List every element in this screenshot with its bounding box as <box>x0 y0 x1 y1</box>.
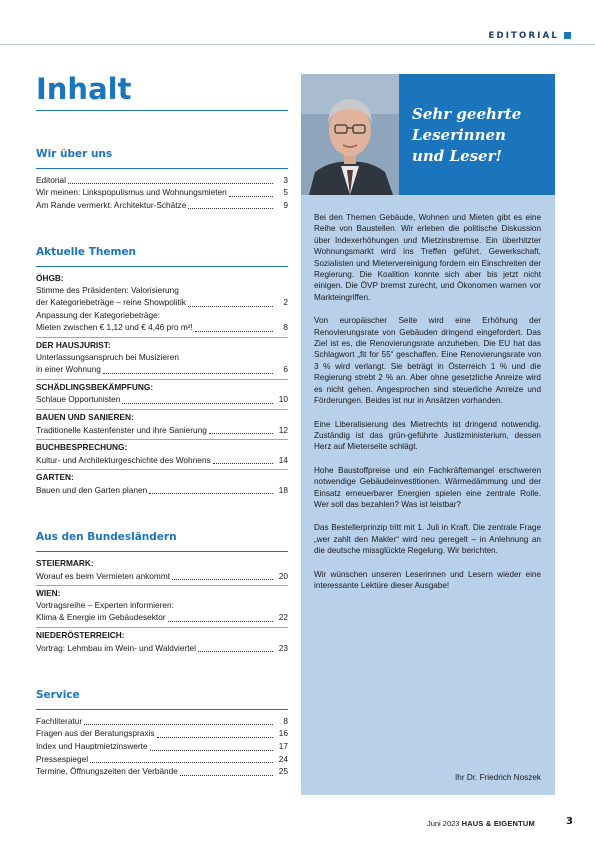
dot-leader <box>90 762 273 763</box>
toc-entry[interactable] <box>36 310 288 334</box>
category-label: BAUEN UND SANIEREN: <box>36 411 134 422</box>
toc-page: 3 <box>283 174 288 185</box>
toc-entry-title: Schlaue Opportunisten <box>36 394 121 405</box>
category-label: SCHÄDLINGSBEKÄMPFUNG: <box>36 381 154 392</box>
toc-entry[interactable] <box>36 766 288 778</box>
divider <box>36 627 288 628</box>
toc-entry[interactable] <box>36 285 288 309</box>
toc-entry-title-line: Klima & Energie im Gebäudesektor <box>36 612 166 623</box>
toc-entry[interactable] <box>36 754 288 766</box>
dot-leader <box>84 724 273 725</box>
toc-page: 17 <box>278 741 288 751</box>
toc-entry-title-line: Vortragsreihe – Experten informieren: <box>36 599 174 610</box>
editorial-text <box>314 212 541 603</box>
toc-entry-title-line: in einer Wohnung <box>36 364 101 375</box>
toc-page: 8 <box>283 715 288 726</box>
toc-page: 8 <box>283 322 288 333</box>
toc-entry[interactable] <box>36 352 288 376</box>
section-title-bundeslaender: Aus den Bundesländern <box>36 532 288 552</box>
category-label: NIEDERÖSTERREICH: <box>36 630 125 641</box>
section-title-service: Service <box>36 690 288 710</box>
divider <box>36 439 288 440</box>
toc-page: 12 <box>278 424 288 435</box>
dot-leader <box>68 183 273 184</box>
dot-leader <box>168 621 273 622</box>
dot-leader <box>122 403 273 404</box>
dot-leader <box>157 737 273 738</box>
category-label: BUCHBESPRECHUNG: <box>36 442 128 453</box>
greeting-line: Leserinnen <box>412 126 506 144</box>
signature: Ihr Dr. Friedrich Noszek <box>455 773 541 782</box>
toc-entry[interactable] <box>36 600 288 624</box>
toc-page: 24 <box>278 753 288 764</box>
toc-entry-title-line: der Kategoriebeträge – reine Showpolitik <box>36 297 186 308</box>
divider <box>36 409 288 410</box>
toc-entry-title-line: Mieten zwischen € 1,12 und € 4,46 pro m²! <box>36 322 193 333</box>
editorial-paragraph: Hohe Baustoffpreise und ein Fachkräftemangel erschweren notwendige Gebäudeinvestitionen. Wärmedämmung und der Einsatz erneuerbarer Energien spielen eine zentrale Rolle. Wer soll das bezahlen? Was ist leistbar? <box>314 465 541 509</box>
editorial-paragraph: Wir wünschen unseren Leserinnen und Lesern wieder eine interessante Lektüre dieser Ausgabe! <box>314 569 541 590</box>
toc-entry-title: Kultur- und Architekturgeschichte des Wohnens <box>36 454 211 465</box>
page-title: Inhalt <box>36 72 132 106</box>
toc-entry-title: Traditionelle Kastenfenster und ihre Sanierung <box>36 424 207 435</box>
toc-entry[interactable] <box>36 716 288 728</box>
dot-leader <box>149 493 273 494</box>
toc-entry[interactable] <box>36 485 288 497</box>
toc-entry-title: Wir meinen: Linkspopulismus und Wohnungsmieten <box>36 187 227 198</box>
dot-leader <box>172 579 273 580</box>
toc-entry[interactable] <box>36 425 288 437</box>
issue-date: Juni 2023 <box>426 819 460 828</box>
divider <box>36 337 288 338</box>
section-label: EDITORIAL <box>488 31 559 41</box>
toc-entry[interactable] <box>36 455 288 467</box>
page-number: 3 <box>566 816 573 827</box>
toc-page: 23 <box>278 642 288 653</box>
toc-entry-title: Worauf es beim Vermieten ankommt <box>36 570 171 581</box>
category-label: ÖHGB: <box>36 272 64 283</box>
divider <box>36 585 288 586</box>
toc-page: 6 <box>283 364 288 375</box>
divider <box>36 469 288 470</box>
toc-entry-title-line: Stimme des Präsidenten: Valorisierung <box>36 284 179 295</box>
toc-entry-title: Fragen aus der Beratungspraxis <box>36 728 155 739</box>
footer-info <box>427 819 535 828</box>
toc-entry-title: Termine, Öffnungszeiten der Verbände <box>36 766 178 777</box>
editorial-paragraph: Bei den Themen Gebäude, Wohnen und Mieten gibt es eine Reihe von Baustellen. Wir erleben die politische Diskussion über Indexerhöhungen und Mietzinsbremse. Ein überhitzter Wohnungsmarkt wird ins Treffen geführt. Gewerkschaft, Sozialisten und Mietervereinigung fordern ein Einschreiten der Regierung. Die Koalition konnte sich aber bis jetzt nicht einigen. Die ÖVP bremst zurecht, und Ökonomen warnen vor Markteingriffen. <box>314 213 541 302</box>
toc-entry-title-line: Unterlassungsanspruch bei Musizieren <box>36 351 179 362</box>
portrait-illustration <box>301 74 399 195</box>
toc-entry-title: Am Rande vermerkt: Architektur-Schätze <box>36 199 187 210</box>
dot-leader <box>198 651 273 652</box>
table-of-contents <box>36 112 288 779</box>
category-label: STEIERMARK: <box>36 558 94 569</box>
dot-leader <box>150 750 273 751</box>
toc-entry-title: Fachliteratur <box>36 715 83 726</box>
editorial-paragraph: Eine Liberalisierung des Mietrechts ist dringend notwendig. Zuständig ist das grün-geführte Justizministerium, dessen Herz auf Mieterseite schlägt. <box>314 419 541 452</box>
toc-entry-title: Editorial <box>36 174 66 185</box>
category-label: DER HAUSJURIST: <box>36 339 111 350</box>
toc-page: 10 <box>278 394 288 405</box>
toc-entry[interactable] <box>36 741 288 753</box>
greeting-line: und Leser! <box>412 147 503 165</box>
toc-page: 18 <box>278 484 288 495</box>
dot-leader <box>188 306 273 307</box>
toc-page: 22 <box>278 612 288 623</box>
divider <box>36 379 288 380</box>
greeting-heading <box>412 104 521 167</box>
editorial-paragraph: Das Bestellerprinzip tritt mit 1. Juli in Kraft. Die zentrale Frage „wer zahlt den Makler“ wird neu geregelt – in Anlehnung an die deutsche missglückte Regelung. Wir berichten. <box>314 523 541 556</box>
toc-entry[interactable] <box>36 394 288 406</box>
category-label: WIEN: <box>36 588 61 599</box>
header-rule <box>0 44 595 45</box>
toc-page: 14 <box>278 454 288 465</box>
dot-leader <box>180 775 273 776</box>
toc-entry[interactable] <box>36 728 288 740</box>
toc-page: 25 <box>278 766 288 777</box>
dot-leader <box>213 463 273 464</box>
toc-page: 16 <box>278 728 288 739</box>
toc-entry[interactable] <box>36 643 288 655</box>
toc-page: 9 <box>283 199 288 210</box>
editorial-paragraph: Von europäischer Seite wird eine Erhöhung der Renovierungsrate von Gebäuden dringend eingefordert. Das Ziel ist es, die Renovierungsrate anzuheben. Die EU hat das Schlagwort „fit for 55“ geschaffen. Eine Renovierungsrate von 3 % wird verlangt. Sie beträgt in Österreich 1 % und die Regierung strebt 2 % an. Aber ohne gesetzliche Anreize wird es nicht gehen. Angesprochen sind steuerliche Anreize und Förderungen. Beides ist nur in Ansätzen vorhanden. <box>314 316 541 406</box>
section-square-icon <box>564 32 571 39</box>
toc-entry-title: Index und Hauptmietzinswerte <box>36 741 148 751</box>
toc-page: 20 <box>278 570 288 581</box>
toc-entry[interactable] <box>36 187 288 199</box>
toc-entry[interactable] <box>36 175 288 187</box>
toc-entry[interactable] <box>36 571 288 583</box>
title-rule <box>36 110 288 111</box>
category-label: GARTEN: <box>36 472 74 483</box>
toc-page: 2 <box>283 297 288 308</box>
toc-entry-title-line: Anpassung der Kategoriebeträge: <box>36 309 161 320</box>
magazine-name: HAUS & EIGENTUM <box>461 819 535 828</box>
toc-entry-title: Bauen und den Garten planen <box>36 484 148 495</box>
dot-leader <box>209 433 273 434</box>
toc-entry-title: Pressespiegel <box>36 753 89 764</box>
greeting-line: Sehr geehrte <box>412 105 522 123</box>
section-title-wir-ueber-uns: Wir über uns <box>36 149 288 169</box>
dot-leader <box>195 331 273 332</box>
author-portrait <box>301 74 399 195</box>
toc-page: 5 <box>283 187 288 198</box>
section-title-aktuelle-themen: Aktuelle Themen <box>36 247 288 267</box>
dot-leader <box>103 373 273 374</box>
dot-leader <box>229 196 273 197</box>
toc-entry-title: Vortrag: Lehmbau im Wein- und Waldviertel <box>36 642 197 653</box>
dot-leader <box>188 208 273 209</box>
toc-entry[interactable] <box>36 200 288 212</box>
